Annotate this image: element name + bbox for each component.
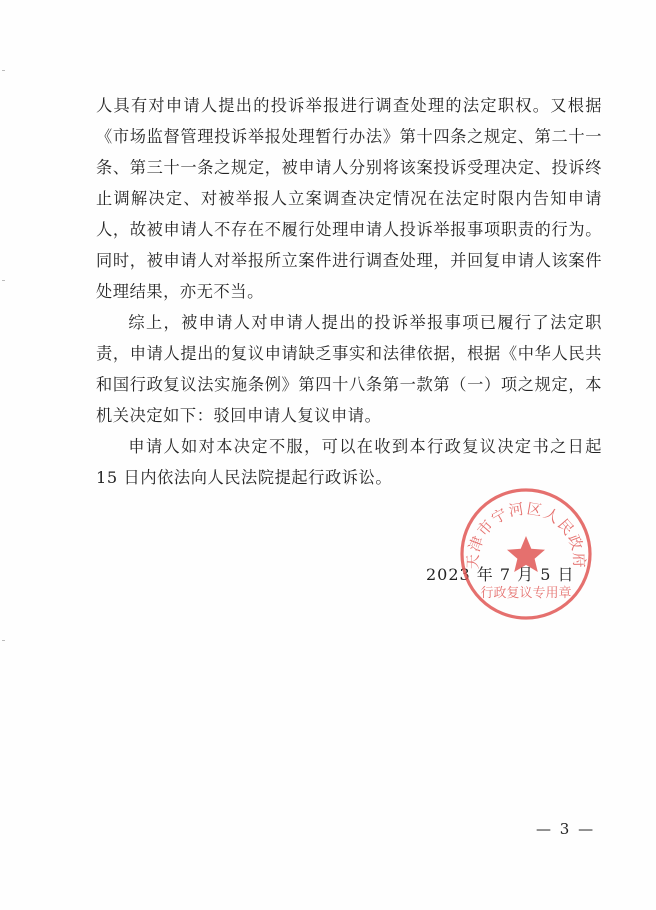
document-body (96, 90, 602, 493)
official-seal (456, 484, 596, 624)
paragraph-1: 人具有对申请人提出的投诉举报进行调查处理的法定职权。又根据《市场监督管理投诉举报处理暂行办法》第十四条之规定、第二十一条、第三十一条之规定，被申请人分别将该案投诉受理决定、投诉终止调解决定、对被举报人立案调查决定情况在法定时限内告知申请人，故被申请人不存在不履行处理申请人投诉举报事项职责的行为。同时，被申请人对举报所立案件进行调查处理，并回复申请人该案件处理结果，亦无不当。 (96, 96, 602, 301)
edge-mark (2, 70, 5, 71)
seal-outer-text: 天津市宁河区人民政府 (463, 499, 589, 570)
paragraph-3: 申请人如对本决定不服，可以在收到本行政复议决定书之日起 15 日内依法向人民法院提起行政诉讼。 (96, 437, 602, 487)
edge-mark (2, 280, 5, 281)
edge-mark (2, 640, 5, 641)
seal-star-icon (507, 536, 545, 572)
seal-inner-text: 行政复议专用章 (480, 586, 572, 601)
paragraph-2: 综上，被申请人对申请人提出的投诉举报事项已履行了法定职责，申请人提出的复议申请缺乏事实和法律依据，根据《中华人民共和国行政复议法实施条例》第四十八条第一款第（一）项之规定，本机关决定如下：驳回申请人复议申请。 (96, 313, 602, 425)
document-date: 2023 年 7 月 5 日 (426, 565, 575, 584)
page-number: — 3 — (536, 820, 596, 838)
